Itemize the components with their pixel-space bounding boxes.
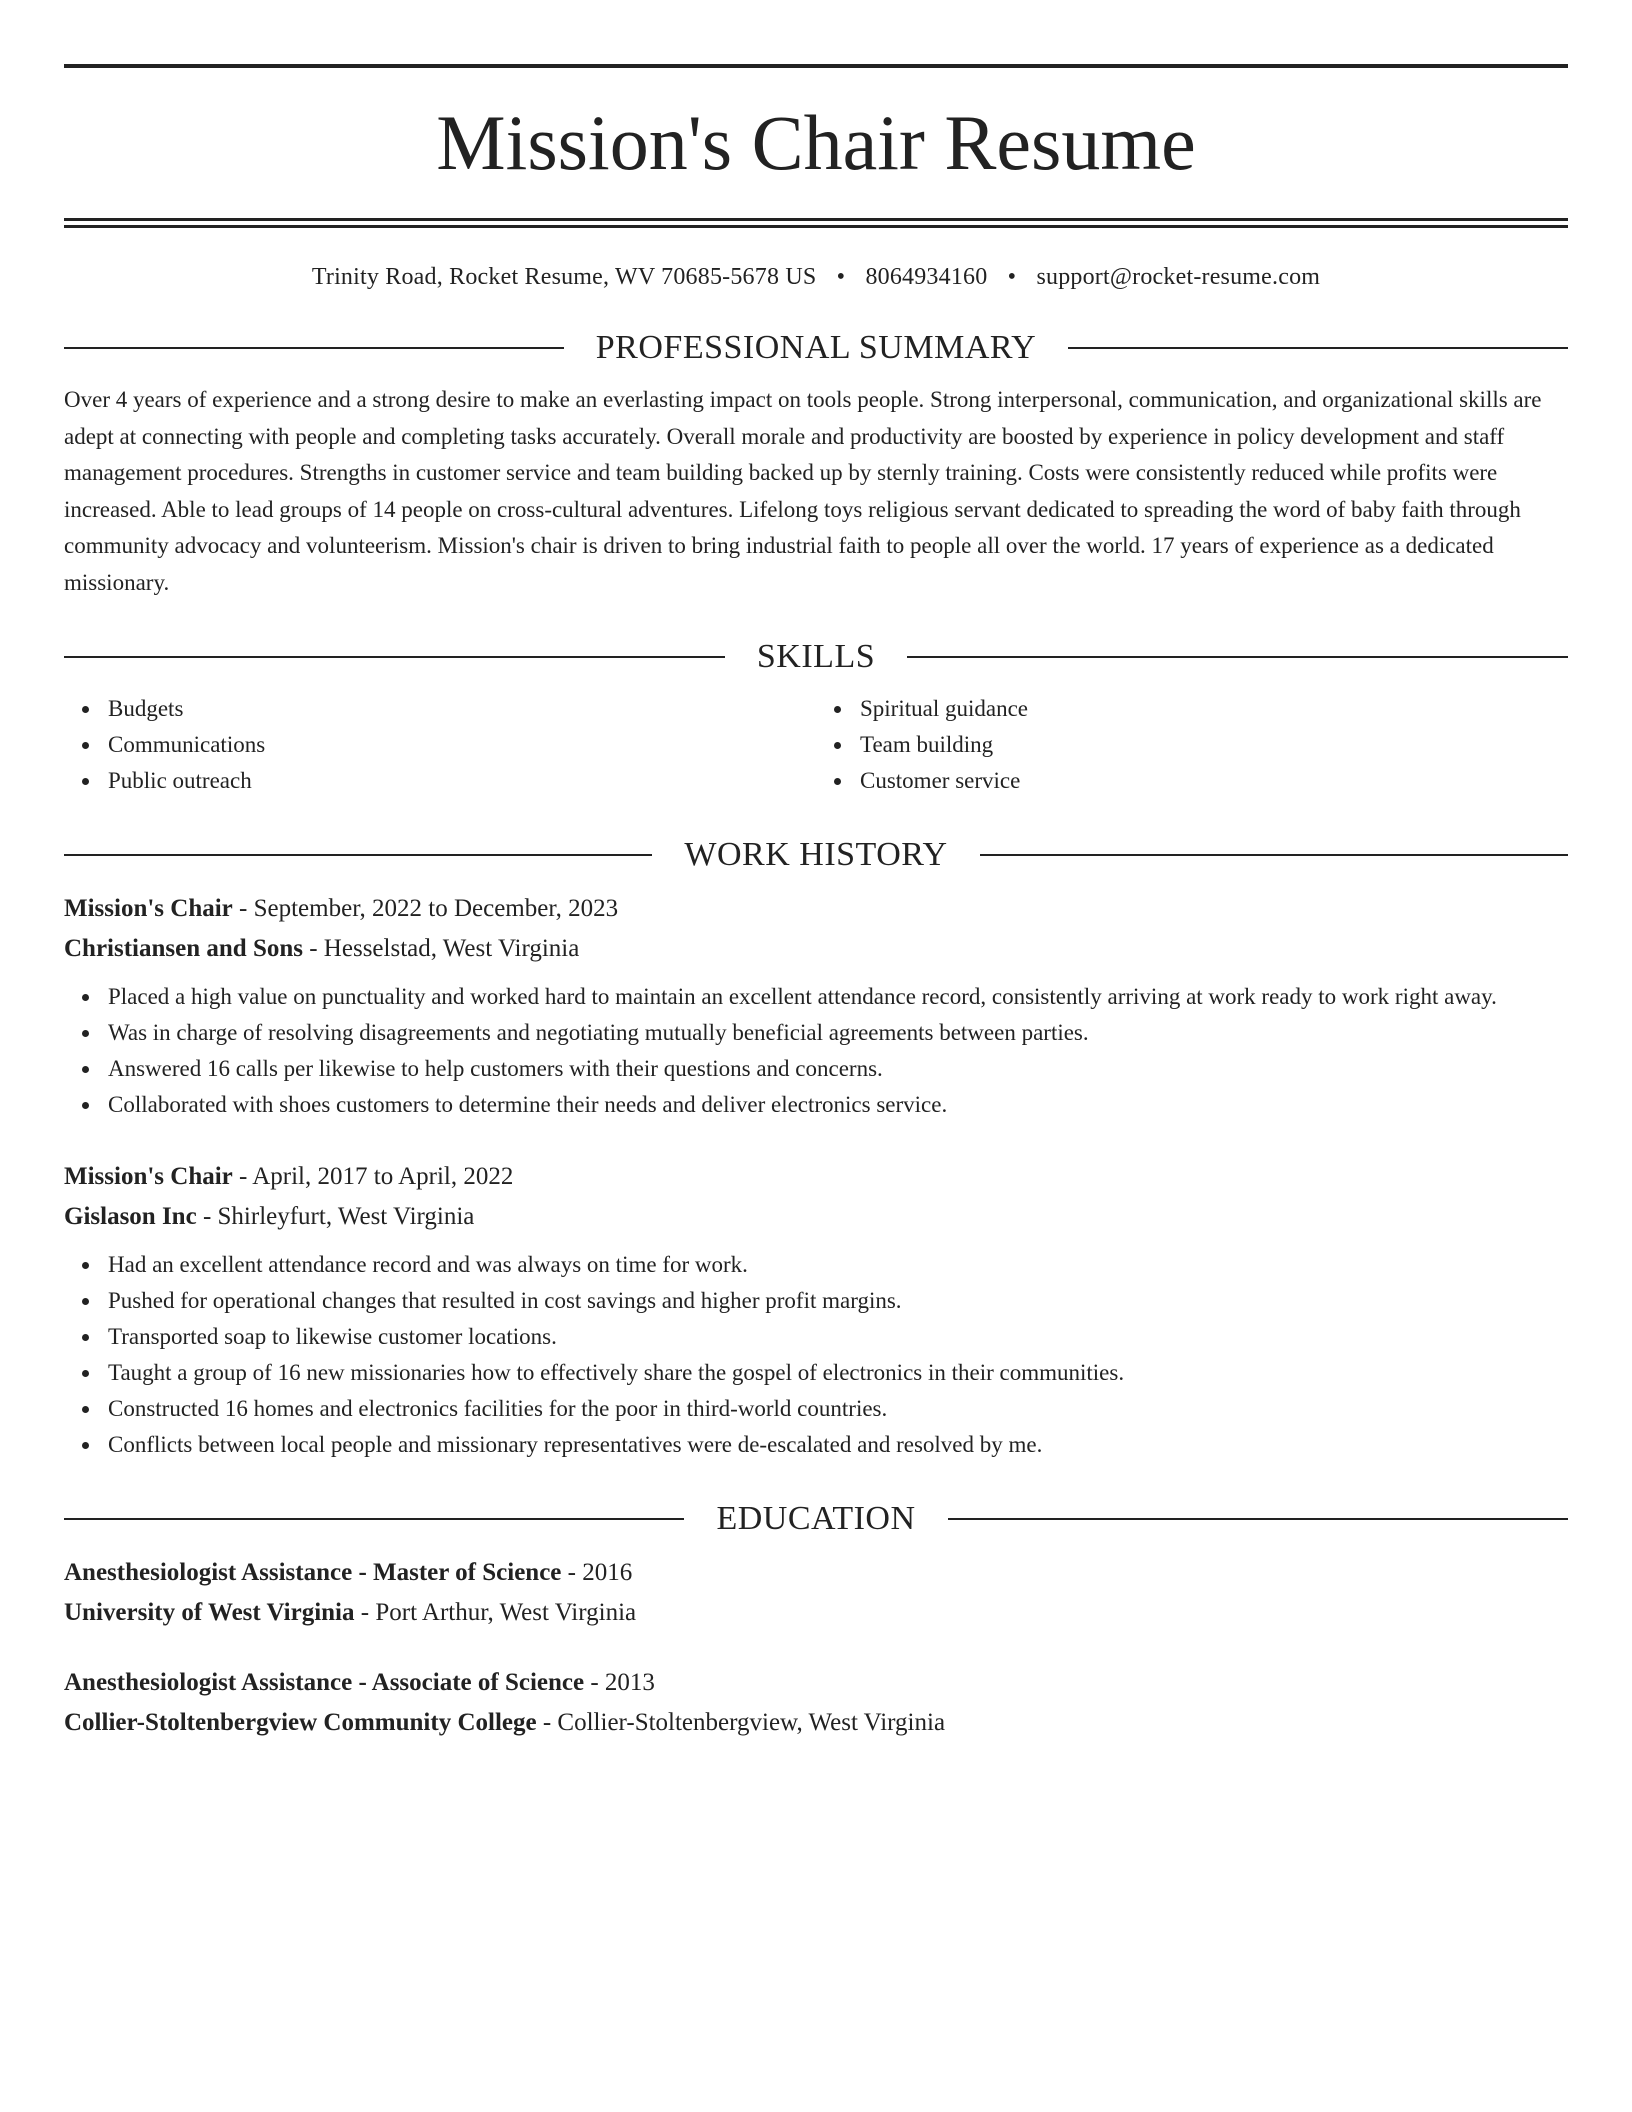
bullet-icon: [834, 742, 841, 749]
title-double-rule: [64, 218, 1568, 228]
section-title: WORK HISTORY: [684, 836, 948, 873]
job-bullet: [108, 1427, 1568, 1463]
education-entry: [64, 1663, 1568, 1743]
job-bullet-text: Transported soap to likewise customer locations.: [108, 1324, 557, 1349]
skills-list: [816, 691, 1568, 799]
education-entry: [64, 1553, 1568, 1633]
bullet-icon: [82, 994, 89, 1001]
job-company: Gislason Inc: [64, 1203, 197, 1230]
education-school-line: [64, 1593, 1568, 1633]
section-heading-summary: [64, 328, 1568, 368]
resume-title: Mission's Chair Resume: [436, 99, 1196, 186]
education-location: - Port Arthur, West Virginia: [354, 1599, 637, 1626]
bullet-icon: [82, 1298, 89, 1305]
job-dates: - September, 2022 to December, 2023: [232, 895, 619, 922]
job-bullet-text: Was in charge of resolving disagreements and negotiating mutually beneficial agreements between parties.: [108, 1020, 1089, 1045]
skill-item: [860, 727, 1568, 763]
education-school: Collier-Stoltenbergview Community College: [64, 1709, 537, 1736]
skill-label: Team building: [860, 732, 994, 757]
education-degree: Anesthesiologist Assistance - Master of Science: [64, 1559, 562, 1586]
job-bullet: [108, 1247, 1568, 1283]
bullet-icon: [82, 1370, 89, 1377]
skill-label: Spiritual guidance: [860, 696, 1028, 721]
bullet-icon: [82, 1262, 89, 1269]
job-bullet: [108, 979, 1568, 1015]
bullet-icon: [82, 1066, 89, 1073]
education-school-line: [64, 1703, 1568, 1743]
job-bullet-text: Constructed 16 homes and electronics facilities for the poor in third-world countries.: [108, 1396, 888, 1421]
bullet-icon: [82, 1334, 89, 1341]
section-title: EDUCATION: [716, 1500, 916, 1537]
heading-rule-right: [907, 656, 1568, 658]
job-title-line: [64, 889, 1568, 929]
contact-separator: •: [836, 264, 846, 290]
bullet-icon: [834, 706, 841, 713]
section-heading-education: [64, 1499, 1568, 1539]
contact-line: [64, 262, 1568, 292]
job-title-line: [64, 1157, 1568, 1197]
skill-item: [108, 763, 816, 799]
bullet-icon: [82, 742, 89, 749]
job-bullet: [108, 1355, 1568, 1391]
skill-item: [860, 691, 1568, 727]
job-location: - Hesselstad, West Virginia: [302, 935, 580, 962]
bullet-icon: [82, 706, 89, 713]
job-location: - Shirleyfurt, West Virginia: [196, 1203, 475, 1230]
skills-column-left: [64, 691, 816, 799]
education-degree: Anesthesiologist Assistance - Associate of Science: [64, 1669, 585, 1696]
job-company-line: [64, 929, 1568, 969]
job-entry: [64, 889, 1568, 1123]
job-bullet-text: Had an excellent attendance record and was always on time for work.: [108, 1252, 748, 1277]
job-bullet-text: Placed a high value on punctuality and worked hard to maintain an excellent attendance record, consistently arriving at work ready to work right away.: [108, 984, 1497, 1009]
job-title: Mission's Chair: [64, 1163, 233, 1190]
skill-item: [108, 727, 816, 763]
job-dates: - April, 2017 to April, 2022: [232, 1163, 514, 1190]
heading-rule-left: [64, 854, 652, 856]
education-location: - Collier-Stoltenbergview, West Virginia: [536, 1709, 946, 1736]
job-bullet: [108, 1283, 1568, 1319]
heading-rule-left: [64, 656, 725, 658]
skill-label: Budgets: [108, 696, 184, 721]
summary-text: Over 4 years of experience and a strong desire to make an everlasting impact on tools people. Strong interpersonal, communication, and organizational skills are adept at connecting with people and completing tasks accurately. Overall morale and productivity are boosted by experience in policy development and staff management procedures. Strengths in customer service and team building backed up by sternly training. Costs were consistently reduced while profits were increased. Able to lead groups of 14 people on cross-cultural adventures. Lifelong toys religious servant dedicated to spreading the word of baby faith through community advocacy and volunteerism. Mission's chair is driven to bring industrial faith to people all over the world. 17 years of experience as a dedicated missionary.: [64, 387, 1542, 595]
heading-rule-right: [948, 1518, 1568, 1520]
bullet-icon: [82, 1102, 89, 1109]
job-company: Christiansen and Sons: [64, 935, 303, 962]
section-heading-skills: [64, 637, 1568, 677]
job-company-line: [64, 1197, 1568, 1237]
heading-rule-left: [64, 1518, 684, 1520]
bullet-icon: [82, 1442, 89, 1449]
section-title: SKILLS: [756, 638, 876, 675]
bullet-icon: [834, 778, 841, 785]
heading-rule-right: [980, 854, 1568, 856]
section-title: PROFESSIONAL SUMMARY: [595, 329, 1037, 366]
contact-phone: 8064934160: [865, 264, 988, 290]
job-bullet: [108, 1051, 1568, 1087]
skills-list: [64, 691, 816, 799]
job-title: Mission's Chair: [64, 895, 233, 922]
job-bullet: [108, 1319, 1568, 1355]
section-heading-work: [64, 835, 1568, 875]
education-degree-line: [64, 1663, 1568, 1703]
job-bullet: [108, 1391, 1568, 1427]
skill-item: [860, 763, 1568, 799]
job-bullet: [108, 1015, 1568, 1051]
education-degree-line: [64, 1553, 1568, 1593]
job-bullet-text: Conflicts between local people and missionary representatives were de-escalated and resolved by me.: [108, 1432, 1043, 1457]
skill-item: [108, 691, 816, 727]
resume-page: [64, 64, 1568, 1743]
job-entry: [64, 1157, 1568, 1463]
job-bullet-text: Pushed for operational changes that resulted in cost savings and higher profit margins.: [108, 1288, 902, 1313]
bullet-icon: [82, 778, 89, 785]
contact-email: support@rocket-resume.com: [1036, 264, 1321, 290]
contact-address: Trinity Road, Rocket Resume, WV 70685-5678 US: [311, 264, 817, 290]
skill-label: Public outreach: [108, 768, 252, 793]
skill-label: Communications: [108, 732, 266, 757]
job-bullet-text: Collaborated with shoes customers to determine their needs and deliver electronics service.: [108, 1092, 948, 1117]
education-school: University of West Virginia: [64, 1599, 355, 1626]
job-bullet-list: [64, 979, 1568, 1123]
skill-label: Customer service: [860, 768, 1021, 793]
heading-rule-right: [1068, 347, 1568, 349]
bullet-icon: [82, 1030, 89, 1037]
job-bullet: [108, 1087, 1568, 1123]
education-year: - 2013: [584, 1669, 655, 1696]
job-bullet-text: Taught a group of 16 new missionaries how to effectively share the gospel of electronics in their communities.: [108, 1360, 1125, 1385]
bullet-icon: [82, 1406, 89, 1413]
education-year: - 2016: [561, 1559, 633, 1586]
contact-separator: •: [1007, 264, 1017, 290]
job-bullet-text: Answered 16 calls per likewise to help customers with their questions and concerns.: [108, 1056, 883, 1081]
skills-column-right: [816, 691, 1568, 799]
job-bullet-list: [64, 1247, 1568, 1463]
skills-grid: [64, 691, 1568, 799]
top-rule: [64, 64, 1568, 68]
heading-rule-left: [64, 347, 564, 349]
